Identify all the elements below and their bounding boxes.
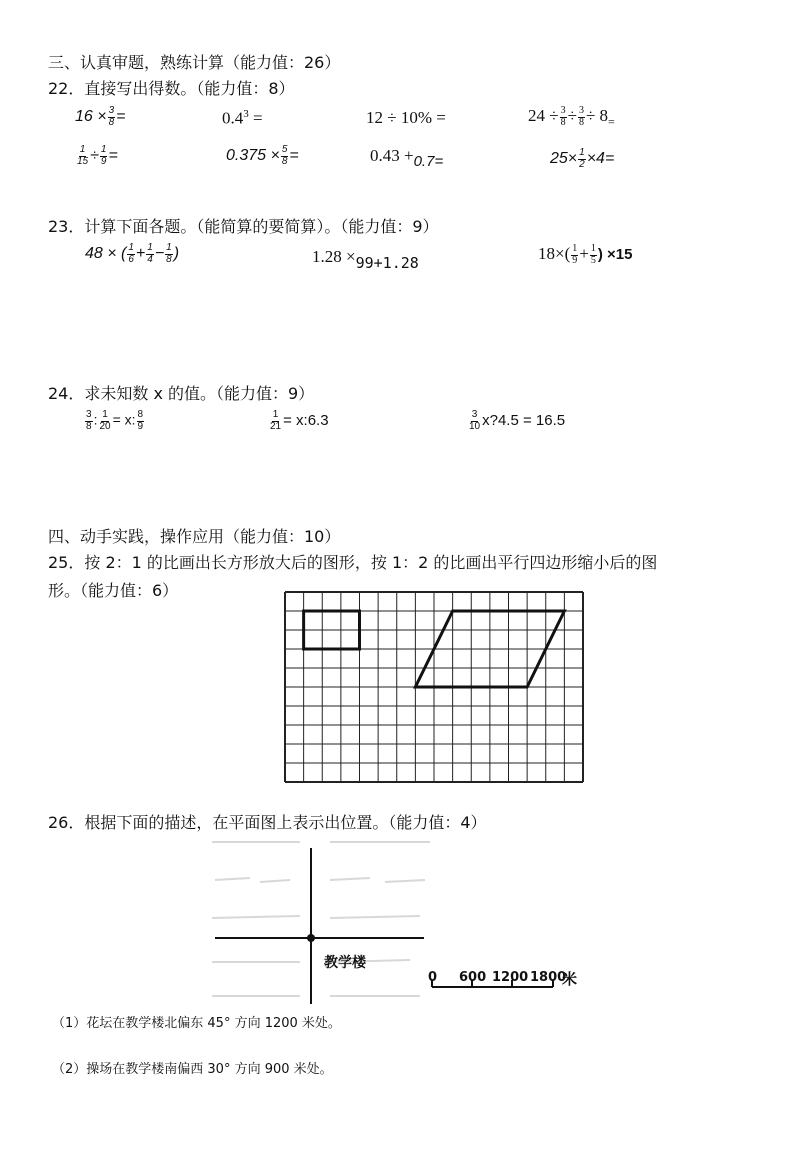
q22-item-7: 0.43 +0.7=: [370, 146, 444, 170]
q24-title: 24．求未知数 x 的值。（能力值：9）: [48, 384, 315, 403]
q26-title: 26．根据下面的描述，在平面图上表示出位置。（能力值：4）: [48, 813, 487, 832]
scale-label-0: 0: [428, 970, 438, 985]
origin-point: [307, 934, 315, 942]
q22-item-4: 24 ÷ $\frac{3}{8}$ ÷ $\frac{3}{8}$ ÷ $8_=$: [528, 105, 615, 129]
scale-label-600: 600: [459, 970, 487, 985]
q22-item-1: 16 × $\frac{3}{8}$ =: [75, 105, 126, 128]
q25-line1: 25．按 2：1 的比画出长方形放大后的图形，按 1：2 的比画出平行四边形缩小后的图: [48, 553, 658, 572]
q22-item-6: 0.375 × $\frac{5}{8}$ =: [226, 144, 299, 167]
q23-title: 23．计算下面各题。（能简算的要简算）。（能力值：9）: [48, 217, 439, 236]
q22-item-2: $0.4^3$ =: [222, 108, 263, 128]
faded-scan-artifacts: [212, 842, 430, 996]
q26-item-1: （1）花坛在教学楼北偏东 45° 方向 1200 米处。: [52, 1016, 341, 1031]
scale-label-1200: 1200: [492, 970, 529, 985]
q22-item-5: $\frac{1}{15}$ ÷ $\frac{1}{9}$ =: [77, 144, 118, 167]
q22-item-3: 12 ÷ 10% =: [366, 108, 446, 127]
q23-item-3: 18×( $\frac{1}{9}$ + $\frac{1}{5}$ ) ×15: [538, 243, 633, 266]
section4-title: 四、动手实践，操作应用（能力值：10）: [48, 527, 341, 546]
q24-item-2: $\frac{1}{21}$ = x:6.3: [270, 409, 329, 432]
q23-item-1: 48 × ( $\frac{1}{6}$ + $\frac{1}{4}$ − $\frac{1}{8}$ ): [85, 242, 180, 265]
teaching-building-label: 教学楼: [324, 955, 366, 971]
q23-item-2: 1.28 ×99+1.28: [312, 247, 419, 272]
scale-label-1800: 1800: [530, 970, 567, 985]
q25-line2: 形。（能力值：6）: [48, 581, 179, 600]
q26-item-2: （2）操场在教学楼南偏西 30° 方向 900 米处。: [52, 1062, 333, 1077]
q22-item-8: 25× $\frac{1}{2}$ ×4=: [550, 147, 615, 170]
q24-item-3: $\frac{3}{10}$ x?4.5 = 16.5: [469, 409, 566, 432]
section3-title: 三、认真审题，熟练计算（能力值：26）: [48, 53, 341, 72]
q22-title: 22．直接写出得数。（能力值：8）: [48, 79, 295, 98]
scale-unit: 米: [562, 970, 578, 988]
q24-item-1: $\frac{3}{8}$ : $\frac{1}{20}$ = x: $\frac{8}{9}$: [86, 409, 144, 432]
